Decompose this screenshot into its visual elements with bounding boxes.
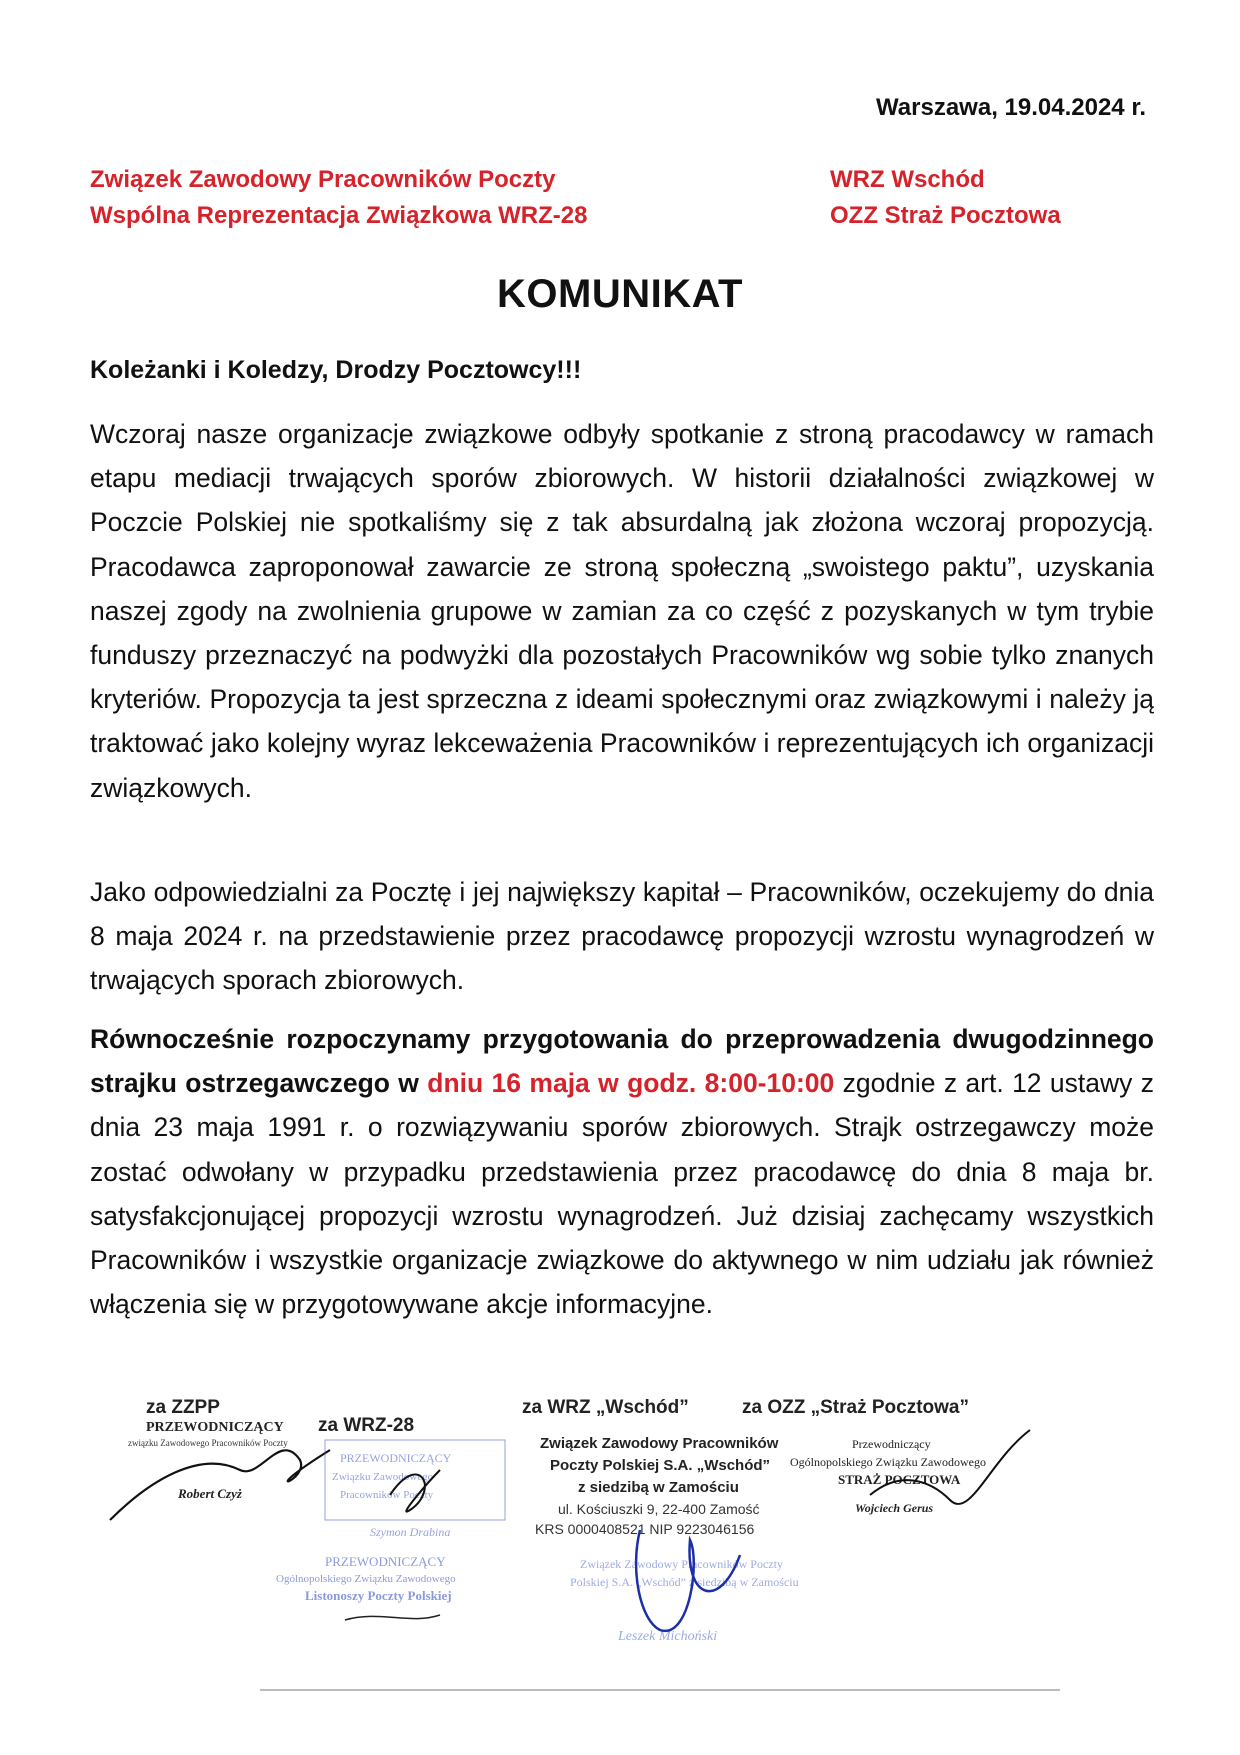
svg-text:ul. Kościuszki 9, 22-400 Zamoś: ul. Kościuszki 9, 22-400 Zamość — [558, 1501, 760, 1517]
sig-wrz28-label: za WRZ-28 — [318, 1415, 415, 1436]
stamp-wrz28 — [325, 1440, 505, 1539]
svg-text:z siedzibą w Zamościu: z siedzibą w Zamościu — [578, 1479, 739, 1496]
svg-text:Szymon Drabina: Szymon Drabina — [370, 1525, 451, 1539]
header-right-line1: WRZ Wschód — [830, 166, 985, 193]
sig-ozz-label: za OZZ „Straż Pocztowa” — [742, 1397, 969, 1418]
stamp-wschod-address — [535, 1501, 760, 1537]
sig-zzpp-name: Robert Czyż — [178, 1486, 242, 1501]
svg-text:Związek Zawodowy Pracowników P: Związek Zawodowy Pracowników Poczty — [580, 1557, 783, 1571]
svg-text:Związku Zawodowego: Związku Zawodowego — [332, 1471, 434, 1483]
sig-wschod-name: Leszek Michoński — [618, 1629, 718, 1644]
sig-wrz28-org1: Ogólnopolskiego Związku Zawodowego — [276, 1573, 456, 1585]
sig-wrz28-role: PRZEWODNICZĄCY — [325, 1554, 446, 1569]
sig-zzpp-label: za ZZPP — [146, 1397, 220, 1418]
sig-ozz-name: Wojciech Gerus — [855, 1501, 934, 1515]
stamp-wrz28-second — [276, 1554, 456, 1603]
header-right-line2: OZZ Straż Pocztowa — [830, 202, 1061, 229]
paragraph-3-lead: Równocześnie rozpoczynamy przygotowania do przeprowadzenia dwugodzinnego strajku ostrzegawczego w — [90, 1024, 1154, 1099]
svg-text:Przewodniczący: Przewodniczący — [852, 1437, 931, 1451]
svg-text:STRAŻ POCZTOWA: STRAŻ POCZTOWA — [838, 1472, 961, 1487]
paragraph-3-rest: zgodnie z art. 12 ustawy z dnia 23 maja 1991 r. o rozwiązywaniu sporów zbiorowych. Strajk ostrzegawczy może zostać odwołany w przypadku przedstawienia przez pracodawcę do dnia 8 maja br. satysfakcjonującej propozycji wzrostu wynagrodzeń. Już dzisiaj zachęcamy wszystkich Pracowników i wszystkie organizacje związkowe do aktywnego w nim udziału jak również włączenia się w przygotowywane akcje informacyjne. — [90, 1068, 1154, 1320]
sig-wschod-label: za WRZ „Wschód” — [522, 1397, 689, 1418]
svg-text:Poczty Polskiej S.A. „Wschód”: Poczty Polskiej S.A. „Wschód” — [550, 1457, 771, 1474]
header-left-line1: Związek Zawodowy Pracowników Poczty — [90, 166, 556, 193]
svg-text:Pracowników Poczty: Pracowników Poczty — [340, 1489, 434, 1501]
greeting: Koleżanki i Koledzy, Drodzy Pocztowcy!!! — [90, 356, 582, 384]
sig-wrz28-org2: Listonoszy Poczty Polskiej — [305, 1588, 452, 1603]
svg-text:KRS 0000408521 NIP 92230461: KRS 0000408521 NIP 9223046156 — [535, 1521, 755, 1537]
svg-text:Związek Zawodowy Pracowników: Związek Zawodowy Pracowników — [540, 1435, 779, 1452]
strike-date-highlight: dniu 16 maja w godz. 8:00-10:00 — [427, 1068, 835, 1099]
svg-text:Polskiej S.A. „Wschód” z siedz: Polskiej S.A. „Wschód” z siedzibą w Zamościu — [570, 1575, 799, 1589]
svg-text:PRZEWODNICZĄCY: PRZEWODNICZĄCY — [340, 1451, 452, 1465]
svg-text:Ogólnopolskiego Związku Zawodo: Ogólnopolskiego Związku Zawodowego — [790, 1455, 986, 1469]
paragraph-1: Wczoraj nasze organizacje związkowe odbyły spotkanie z stroną pracodawcy w ramach etapu mediacji trwających sporów zbiorowych. W historii działalności związkowej w Poczcie Polskiej nie spotkaliśmy się z tak absurdalną jak złożona wczoraj propozycją. Pracodawca zaproponował zawarcie ze stroną społeczną „swoistego paktu”, uzyskania naszej zgody na zwolnienia grupowe w zamian za co część z pozyskanych w tym trybie funduszy przeznaczyć na podwyżki dla pozostałych Pracowników wg sobie tylko znanych kryteriów. Propozycja ta jest sprzeczna z ideami społecznymi oraz związkowymi i należy ją traktować jako kolejny wyraz lekceważenia Pracowników i reprezentujących ich organizacji związkowych. — [90, 419, 1154, 803]
sig-zzpp-role: PRZEWODNICZĄCY — [146, 1420, 284, 1435]
document-title: KOMUNIKAT — [497, 272, 743, 316]
header-left-line2: Wspólna Reprezentacja Związkowa WRZ-28 — [90, 202, 588, 229]
stamp-wschod — [540, 1435, 779, 1496]
document-date: Warszawa, 19.04.2024 r. — [876, 94, 1146, 121]
paragraph-2: Jako odpowiedzialni za Pocztę i jej największy kapitał – Pracowników, oczekujemy do dnia 8 maja 2024 r. na przedstawienie przez pracodawcę propozycji wzrostu wynagrodzeń w trwających sporach zbiorowych. — [90, 877, 1154, 996]
sig-zzpp-org: związku Zawodowego Pracowników Poczty — [128, 1438, 288, 1448]
signature-zzpp-scribble — [110, 1450, 330, 1520]
